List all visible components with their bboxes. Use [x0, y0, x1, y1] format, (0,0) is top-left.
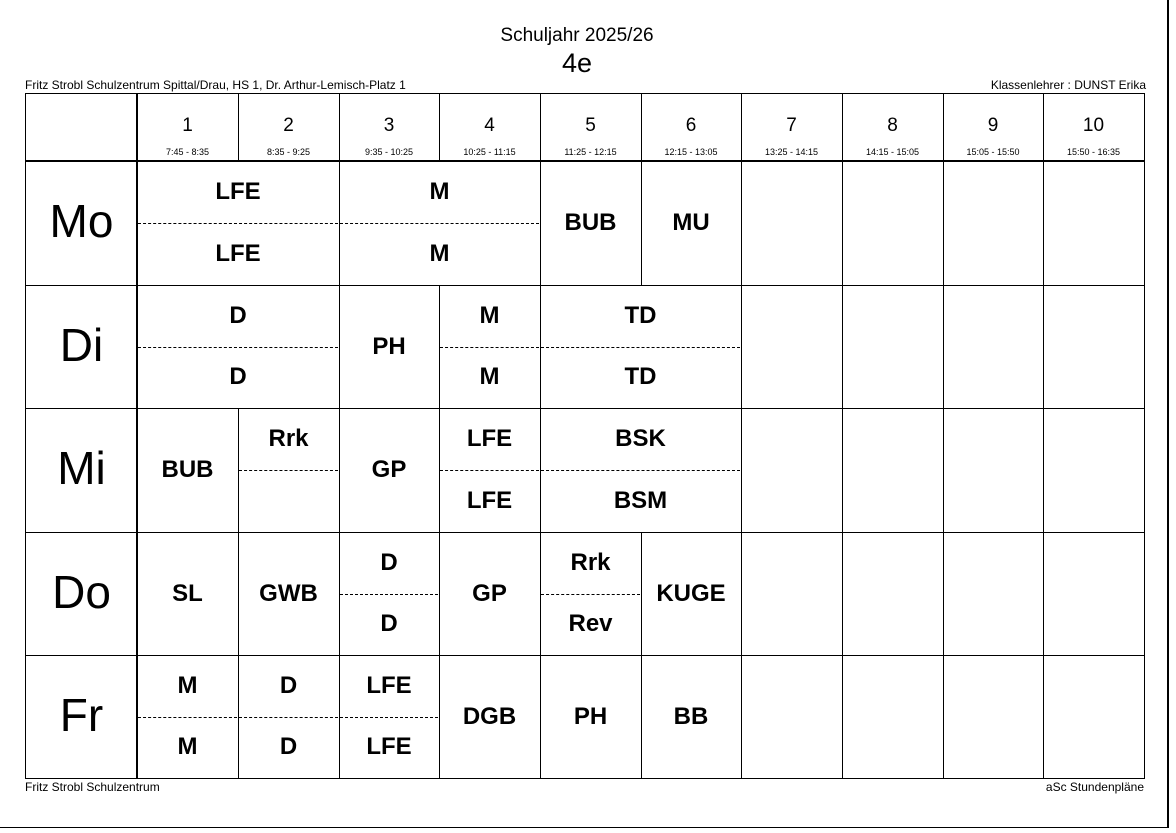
period-time: 13:25 - 14:15	[764, 147, 819, 157]
day-label: Do	[52, 565, 111, 618]
grid-line	[25, 778, 1145, 779]
lesson-subject[interactable]: BUB	[564, 209, 617, 236]
period-time: 10:25 - 11:15	[463, 147, 516, 157]
grid-line	[842, 161, 843, 779]
lesson-subject[interactable]: Rev	[568, 610, 613, 638]
lesson-subject[interactable]: GP	[371, 456, 407, 483]
day-label: Fr	[59, 688, 104, 741]
group-divider	[239, 717, 338, 718]
grid-line	[1144, 93, 1145, 779]
lesson-subject[interactable]: M	[479, 301, 500, 329]
period-time: 11:25 - 12:15	[564, 147, 617, 157]
group-divider	[541, 347, 740, 348]
lesson-subject[interactable]: M	[177, 733, 198, 761]
period-header	[540, 93, 641, 161]
period-header	[137, 93, 238, 161]
lesson-subject[interactable]: Rrk	[570, 548, 611, 576]
period-header	[741, 93, 842, 161]
lesson-subject[interactable]: PH	[372, 332, 406, 360]
period-header	[943, 93, 1043, 161]
lesson-subject[interactable]: DGB	[462, 702, 517, 730]
period-header	[439, 93, 540, 161]
period-time: 9:35 - 10:25	[364, 147, 414, 157]
lesson-subject[interactable]: M	[429, 240, 450, 267]
grid-line	[943, 161, 944, 779]
class-name-title: 4e	[561, 48, 593, 78]
group-divider	[239, 470, 338, 471]
grid-line	[1043, 161, 1044, 779]
grid-line	[25, 408, 1145, 409]
period-time: 15:50 - 16:35	[1066, 147, 1121, 157]
lesson-subject[interactable]: TD	[624, 363, 657, 391]
lesson-subject[interactable]: BB	[673, 702, 709, 730]
school-year-title: Schuljahr 2025/26	[500, 25, 654, 46]
lesson-subject[interactable]: BUB	[161, 456, 214, 483]
day-label: Mi	[57, 442, 106, 494]
lesson-subject[interactable]: MU	[672, 209, 710, 236]
group-divider	[440, 470, 539, 471]
school-address: Fritz Strobl Schulzentrum Spittal/Drau, HS 1, Dr. Arthur-Lemisch-Platz 1	[25, 78, 406, 92]
group-divider	[340, 717, 438, 718]
period-header	[641, 93, 741, 161]
day-label: Di	[59, 318, 104, 371]
lesson-subject[interactable]: D	[229, 301, 247, 329]
lesson-subject[interactable]: M	[429, 178, 450, 205]
period-number: 8	[887, 115, 898, 136]
period-number: 10	[1082, 115, 1105, 136]
grid-line	[741, 161, 742, 286]
lesson-subject[interactable]: LFE	[366, 733, 412, 761]
day-label: Mo	[49, 195, 114, 247]
footer-software: aSc Stundenpläne	[1045, 780, 1144, 794]
grid-line	[741, 655, 742, 779]
lesson-subject[interactable]: BSM	[613, 487, 668, 514]
group-divider	[138, 223, 338, 224]
grid-line	[741, 408, 742, 533]
lesson-subject[interactable]: M	[177, 671, 198, 699]
footer-school: Fritz Strobl Schulzentrum	[25, 780, 160, 794]
lesson-subject[interactable]: BSK	[615, 425, 666, 452]
group-divider	[541, 470, 740, 471]
period-number: 7	[786, 115, 797, 136]
lesson-subject[interactable]: D	[380, 548, 398, 576]
period-number: 5	[585, 115, 596, 136]
lesson-subject[interactable]: M	[479, 363, 500, 391]
group-divider	[340, 223, 539, 224]
group-divider	[340, 594, 438, 595]
period-header	[339, 93, 439, 161]
period-time: 14:15 - 15:05	[865, 147, 920, 157]
lesson-subject[interactable]: GP	[472, 579, 507, 607]
grid-line	[25, 285, 1145, 286]
period-number: 6	[685, 115, 697, 136]
lesson-subject[interactable]: SL	[172, 579, 203, 607]
period-number: 4	[484, 115, 495, 136]
period-time: 8:35 - 9:25	[266, 147, 311, 157]
period-number: 9	[987, 115, 999, 136]
lesson-subject[interactable]: LFE	[215, 178, 261, 205]
period-header	[1043, 93, 1144, 161]
grid-line	[25, 655, 1145, 656]
period-number: 3	[383, 115, 395, 136]
period-number: 2	[283, 115, 294, 136]
period-number: 1	[182, 115, 193, 136]
period-time: 12:15 - 13:05	[664, 147, 718, 157]
lesson-subject[interactable]: GWB	[259, 579, 318, 607]
period-header	[842, 93, 943, 161]
lesson-subject[interactable]: Rrk	[268, 425, 309, 452]
group-divider	[138, 347, 338, 348]
period-time: 15:05 - 15:50	[966, 147, 1020, 157]
group-divider	[541, 594, 640, 595]
lesson-subject[interactable]: LFE	[215, 240, 261, 267]
group-divider	[138, 717, 237, 718]
lesson-subject[interactable]: LFE	[366, 671, 412, 699]
grid-line	[741, 285, 742, 409]
lesson-subject[interactable]: D	[380, 610, 398, 638]
class-teacher: Klassenlehrer : DUNST Erika	[990, 78, 1146, 92]
period-header	[238, 93, 339, 161]
lesson-subject[interactable]: D	[279, 733, 298, 761]
lesson-subject[interactable]: KUGE	[656, 579, 726, 607]
lesson-subject[interactable]: LFE	[466, 425, 513, 452]
lesson-subject[interactable]: D	[279, 671, 298, 699]
group-divider	[440, 347, 539, 348]
period-time: 7:45 - 8:35	[165, 147, 210, 157]
grid-line	[25, 532, 1145, 533]
lesson-subject[interactable]: D	[229, 363, 247, 391]
grid-line	[741, 532, 742, 656]
lesson-subject[interactable]: LFE	[466, 487, 513, 514]
lesson-subject[interactable]: TD	[624, 301, 657, 329]
lesson-subject[interactable]: PH	[573, 702, 608, 730]
